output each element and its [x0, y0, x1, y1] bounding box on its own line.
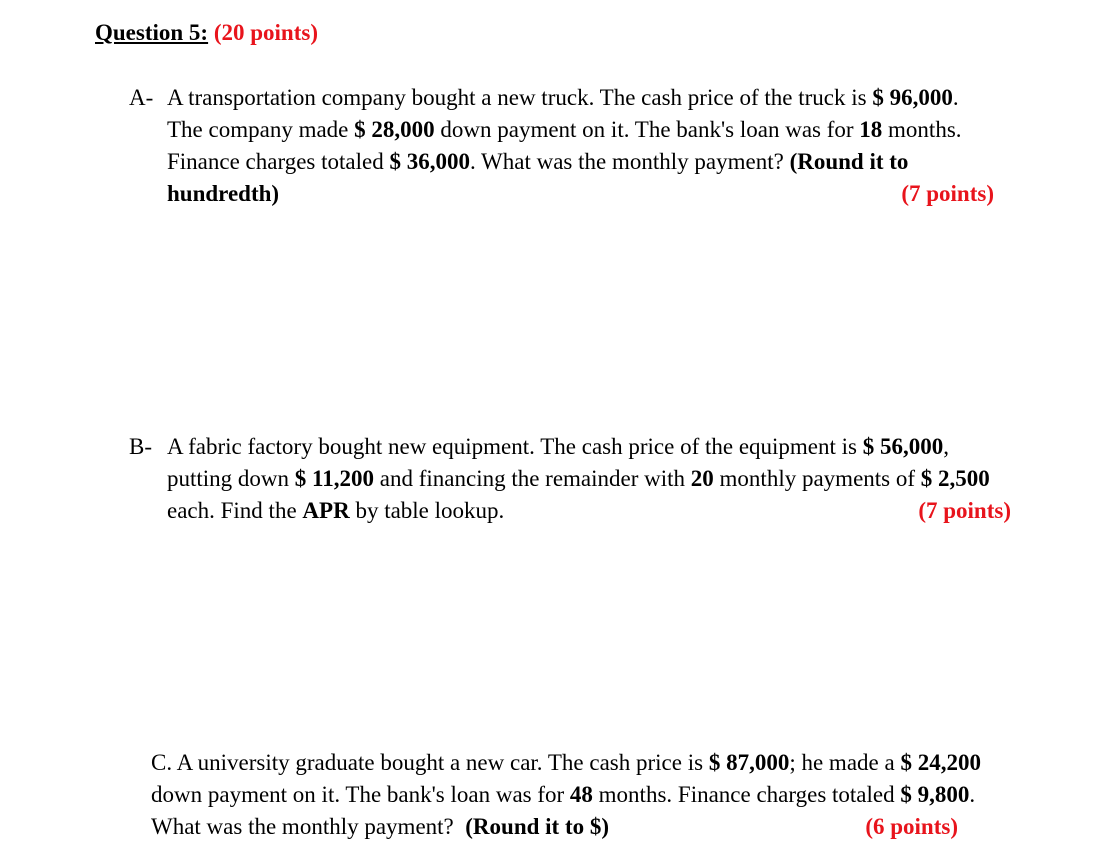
part-a-text: A transportation company bought a new truck. The cash price of the truck is	[167, 85, 873, 110]
part-a-line-4	[167, 178, 994, 210]
truck-cash-price: $ 96,000	[872, 85, 953, 110]
part-b-line-2	[167, 463, 1011, 495]
equipment-payment-count: 20	[690, 466, 714, 491]
part-a-text: .	[952, 85, 959, 110]
part-b-letter: B-	[129, 434, 152, 459]
part-a-line-1	[129, 82, 994, 114]
part-a-text: Finance charges totaled	[167, 149, 390, 174]
equipment-cash-price: $ 56,000	[862, 434, 944, 459]
car-finance-charges: $ 9,800	[900, 782, 970, 807]
part-c-line-1	[151, 747, 1021, 779]
part-c-text: .	[969, 782, 976, 807]
part-a-text: The company made	[167, 117, 355, 142]
part-c-text: down payment on it. The bank's loan was for	[151, 782, 570, 807]
truck-loan-months: 18	[859, 117, 883, 142]
question-title: Question 5:	[95, 20, 209, 45]
part-c	[151, 747, 1021, 843]
part-b-text: and financing the remainder with	[374, 466, 691, 491]
part-c-line-3	[151, 811, 958, 843]
car-cash-price: $ 87,000	[708, 750, 790, 775]
part-a-text: . What was the monthly payment?	[469, 149, 790, 174]
part-a-points: (7 points)	[901, 181, 994, 206]
part-b-text: each. Find the	[167, 498, 303, 523]
question-header	[95, 18, 318, 48]
part-a-rounding-note: (Round it to	[789, 149, 909, 174]
part-a-text: down payment on it. The bank's loan was for	[434, 117, 860, 142]
car-loan-months: 48	[569, 782, 593, 807]
part-b-text: ,	[943, 434, 949, 459]
part-b	[129, 431, 1011, 527]
part-b-line-3	[167, 495, 1011, 527]
question-points: (20 points)	[213, 20, 318, 45]
part-c-line-2	[151, 779, 1021, 811]
part-a-letter: A-	[129, 85, 154, 110]
part-c-text: months. Finance charges totaled	[592, 782, 901, 807]
part-b-text: by table lookup.	[349, 498, 505, 523]
part-b-text: A fabric factory bought new equipment. The cash price of the equipment is	[167, 434, 863, 459]
part-a-line-3	[167, 146, 994, 178]
part-b-line-1	[129, 431, 1011, 463]
equipment-monthly-payment: $ 2,500	[920, 466, 990, 491]
part-b-text: monthly payments of	[713, 466, 921, 491]
part-a-text: months.	[882, 117, 962, 142]
part-c-points: (6 points)	[865, 814, 958, 839]
part-c-text: What was the monthly payment?	[151, 814, 466, 839]
part-c-rounding-note: (Round it to $)	[465, 814, 610, 839]
part-c-text: ; he made a	[789, 750, 901, 775]
part-c-text: C. A university graduate bought a new car. The cash price is	[151, 750, 709, 775]
truck-finance-charges: $ 36,000	[389, 149, 470, 174]
part-b-text: putting down	[167, 466, 295, 491]
part-a	[129, 82, 994, 210]
part-a-rounding-note-cont: hundredth)	[167, 181, 280, 206]
car-down-payment: $ 24,200	[900, 750, 981, 775]
truck-down-payment: $ 28,000	[354, 117, 435, 142]
part-a-line-2	[167, 114, 994, 146]
apr-term: APR	[302, 498, 350, 523]
part-b-points: (7 points)	[918, 498, 1011, 523]
equipment-down-payment: $ 11,200	[294, 466, 375, 491]
